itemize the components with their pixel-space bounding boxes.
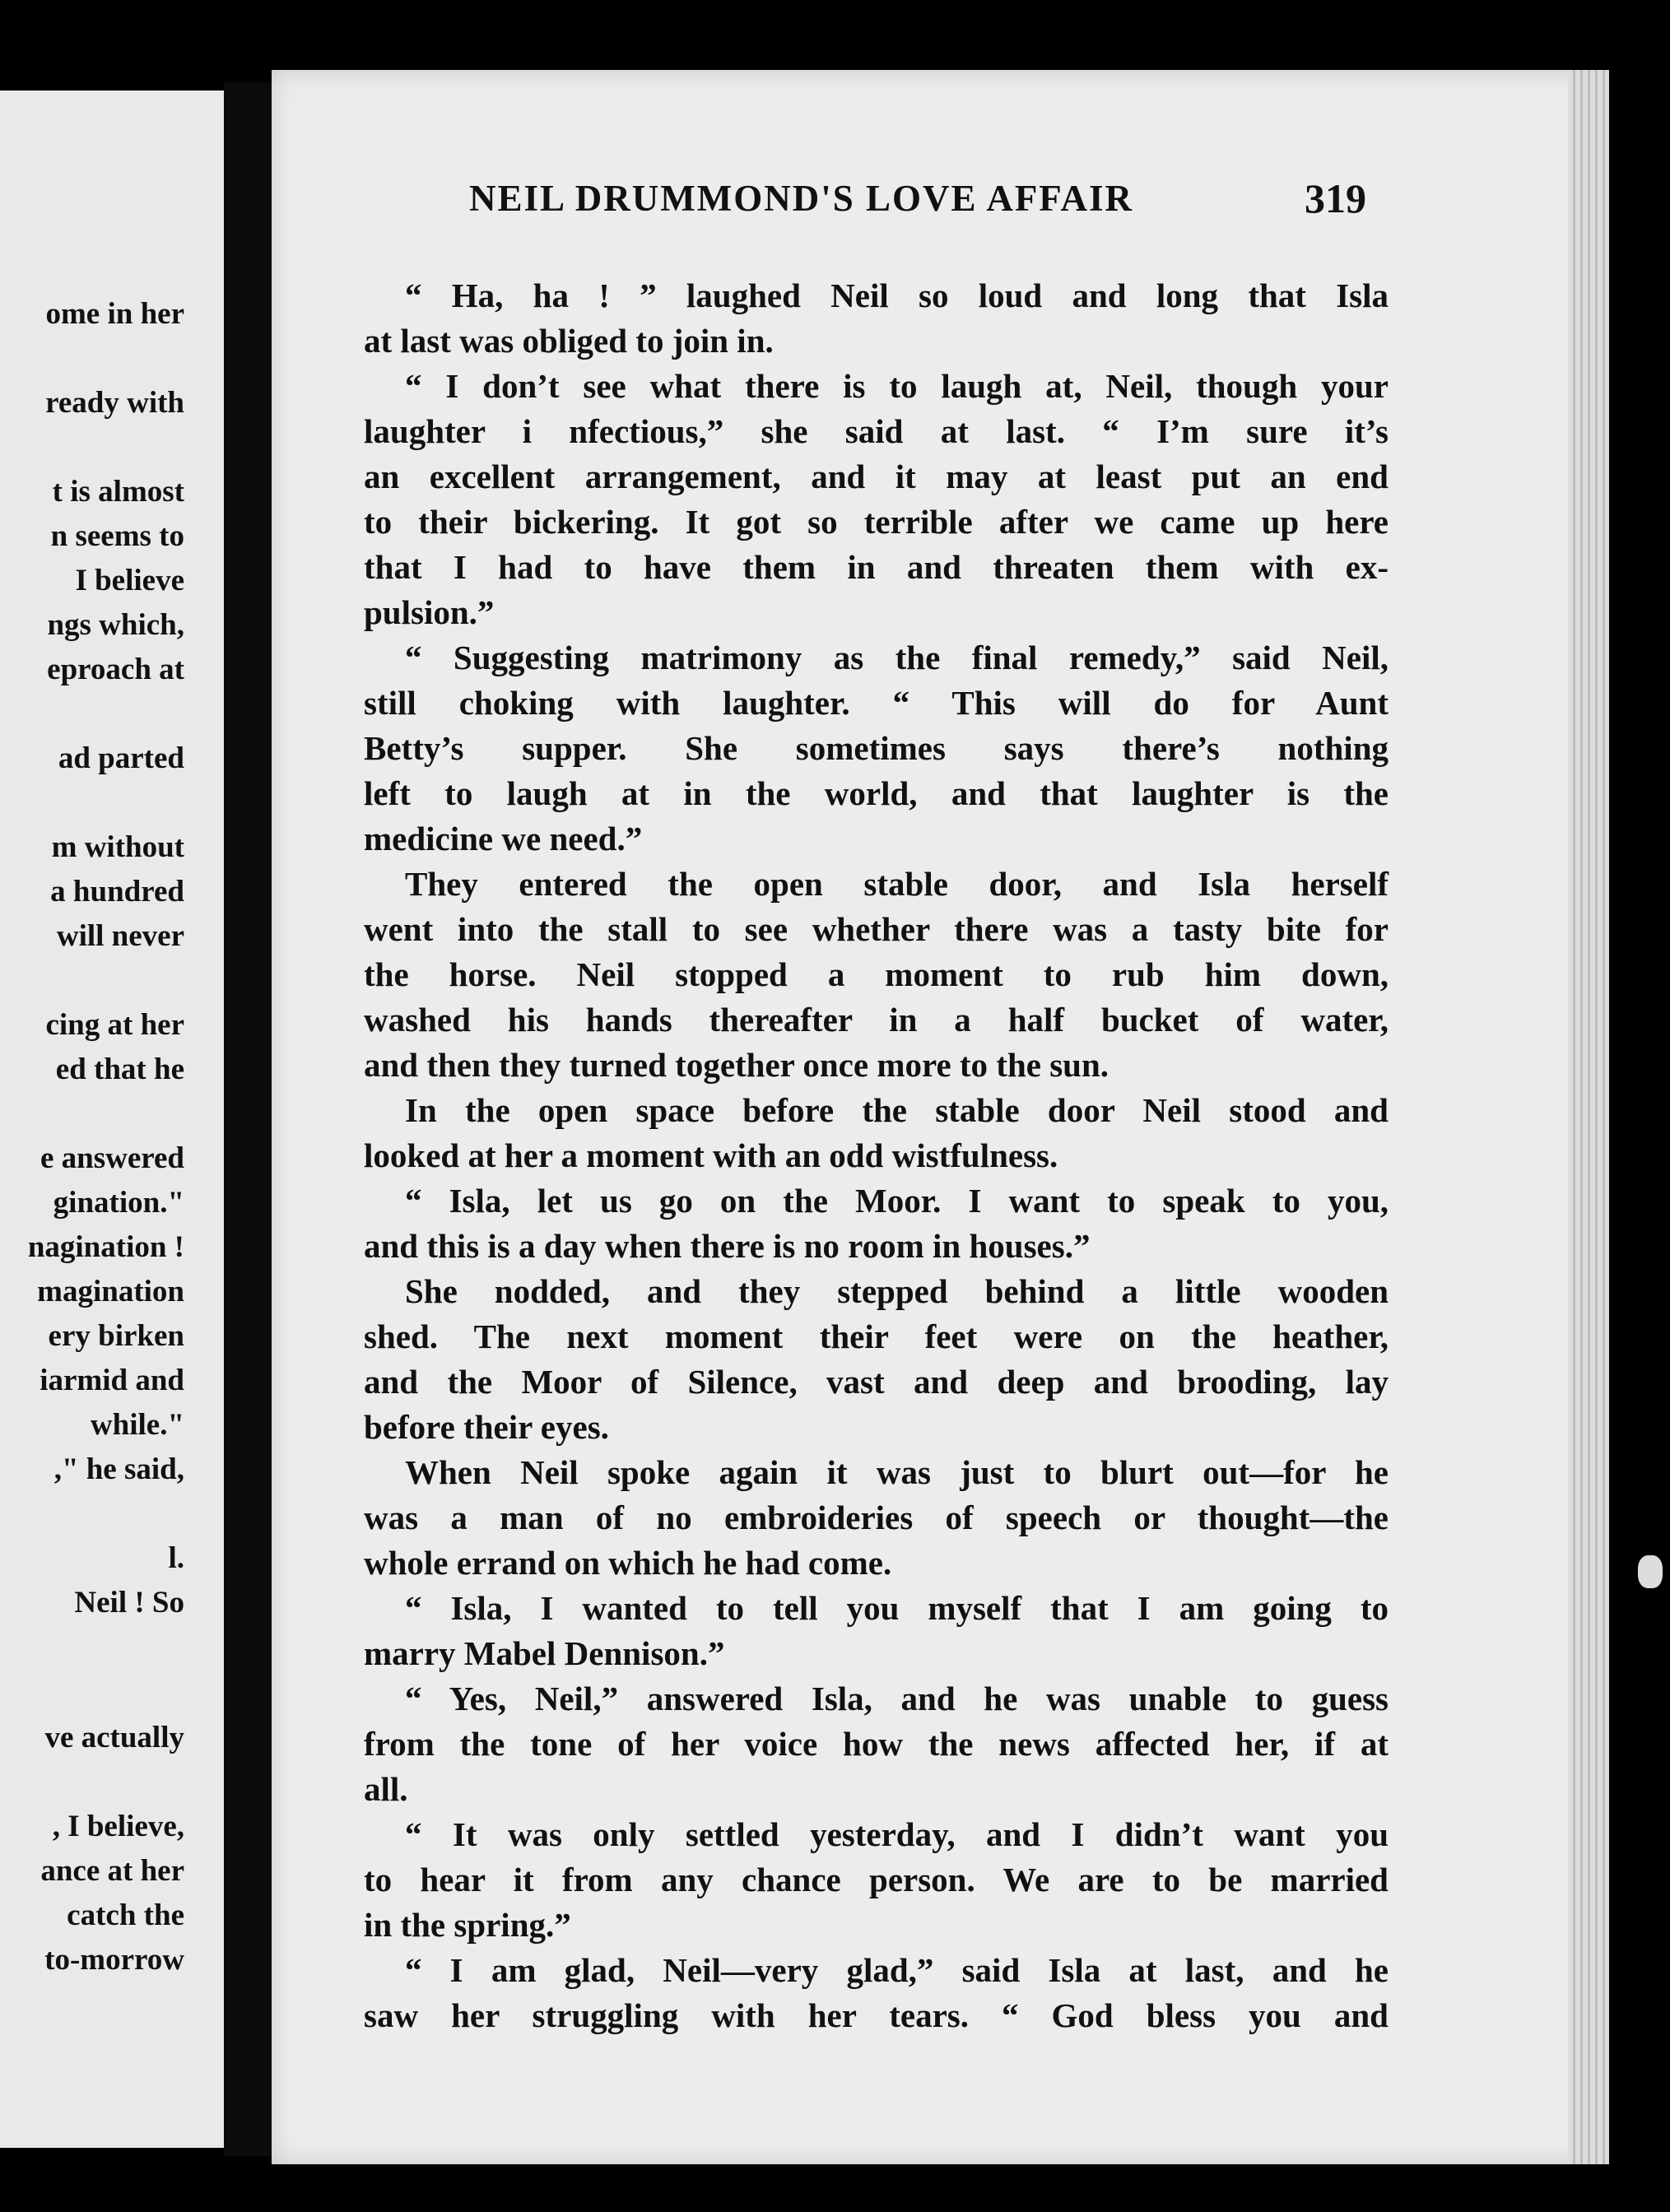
left-page-fragment: ," he said,: [53, 1452, 184, 1486]
text-line: pulsion.”: [364, 593, 495, 631]
left-page-fragment: I believe: [75, 564, 184, 597]
left-page-fragment: e answered: [40, 1141, 184, 1175]
text-line: looked at her a moment with an odd wistfulness.: [364, 1136, 1058, 1174]
text-line: “ Isla, I wanted to tell you myself that I am going to: [405, 1589, 1389, 1627]
left-page-fragment: ome in her: [45, 297, 184, 331]
text-line: laughter i nfectious,” she said at last. “ I’m sure it’s: [364, 412, 1389, 450]
left-page-fragment: , I believe,: [52, 1810, 184, 1843]
running-head: NEIL DRUMMOND'S LOVE AFFAIR: [469, 178, 1133, 219]
text-line: They entered the open stable door, and Isla herself: [405, 865, 1389, 903]
left-page-fragment: nagination !: [27, 1230, 184, 1264]
left-page-fragment: while.": [90, 1408, 184, 1442]
left-page-fragment: iarmid and: [40, 1364, 184, 1397]
edge-blemish: [1638, 1555, 1663, 1588]
left-page-fragment: ngs which,: [47, 608, 184, 642]
left-page-fragment: ery birken: [48, 1319, 184, 1353]
left-page-fragment: eproach at: [47, 653, 184, 686]
text-line: all.: [364, 1770, 408, 1808]
text-line: In the open space before the stable door Neil stood and: [405, 1091, 1389, 1129]
text-line: “ It was only settled yesterday, and I didn’t want you: [405, 1815, 1389, 1853]
text-line: and then they turned together once more to the sun.: [364, 1046, 1109, 1084]
left-page-fragment: l.: [168, 1541, 184, 1575]
text-line: left to laugh at in the world, and that laughter is the: [364, 774, 1389, 812]
left-page-fragment: cing at her: [45, 1008, 184, 1042]
left-page-fragment: ready with: [45, 386, 184, 420]
text-line: “ Suggesting matrimony as the final remedy,” said Neil,: [405, 639, 1389, 676]
text-line: “ I don’t see what there is to laugh at, Neil, though your: [405, 367, 1389, 405]
text-line: and this is a day when there is no room in houses.”: [364, 1227, 1091, 1265]
left-page-fragment: m without: [51, 830, 184, 864]
text-line: shed. The next moment their feet were on the heather,: [364, 1317, 1389, 1355]
text-line: “ I am glad, Neil—very glad,” said Isla at last, and he: [405, 1951, 1389, 1989]
text-line: an excellent arrangement, and it may at least put an end: [364, 458, 1389, 495]
left-page-fragment: ad parted: [58, 741, 184, 775]
text-line: was a man of no embroideries of speech or thought—the: [364, 1499, 1389, 1536]
text-line: that I had to have them in and threaten them with ex-: [364, 548, 1389, 586]
page-number: 319: [1305, 175, 1366, 221]
text-line: went into the stall to see whether there was a tasty bite for: [364, 910, 1389, 948]
text-line: to hear it from any chance person. We are to be married: [364, 1861, 1389, 1898]
text-line: marry Mabel Dennison.”: [364, 1634, 725, 1672]
left-page-fragment: ance at her: [40, 1854, 184, 1888]
left-page-fragment: catch the: [67, 1898, 184, 1932]
text-line: whole errand on which he had come.: [364, 1544, 892, 1582]
text-line: and the Moor of Silence, vast and deep and brooding, lay: [364, 1363, 1389, 1401]
left-page-fragment: t is almost: [52, 475, 184, 509]
left-page-fragment: n seems to: [50, 519, 184, 553]
left-page-fragment: gination.": [53, 1186, 184, 1220]
left-page-fragment: a hundred: [50, 875, 184, 908]
text-line: at last was obliged to join in.: [364, 322, 774, 360]
text-line: Betty’s supper. She sometimes says there’s nothing: [364, 729, 1389, 767]
text-line: “ Ha, ha ! ” laughed Neil so loud and long that Isla: [405, 276, 1389, 314]
left-page-fragment: ve actually: [44, 1721, 184, 1754]
page-edge: [1568, 70, 1609, 2164]
book-gutter: [224, 82, 272, 2156]
text-line: “ Isla, let us go on the Moor. I want to speak to you,: [405, 1182, 1389, 1220]
text-line: still choking with laughter. “ This will do for Aunt: [364, 684, 1389, 722]
text-line: the horse. Neil stopped a moment to rub him down,: [364, 955, 1389, 993]
left-page-fragment: to-morrow: [44, 1943, 184, 1977]
left-page-fragment: will never: [56, 919, 184, 953]
text-line: saw her struggling with her tears. “ God bless you and: [364, 1996, 1389, 2034]
text-line: washed his hands thereafter in a half bucket of water,: [364, 1001, 1389, 1039]
text-line: She nodded, and they stepped behind a little wooden: [405, 1272, 1389, 1310]
text-line: before their eyes.: [364, 1408, 609, 1446]
text-line: When Neil spoke again it was just to blurt out—for he: [405, 1453, 1389, 1491]
left-page-fragment: ed that he: [55, 1053, 184, 1086]
text-line: in the spring.”: [364, 1906, 571, 1944]
text-line: medicine we need.”: [364, 820, 643, 857]
text-line: from the tone of her voice how the news affected her, if at: [364, 1725, 1389, 1763]
left-page: [0, 91, 224, 2148]
left-page-fragment: magination: [37, 1275, 184, 1308]
left-page-fragment: Neil ! So: [74, 1586, 184, 1620]
text-line: to their bickering. It got so terrible after we came up here: [364, 503, 1389, 541]
text-line: “ Yes, Neil,” answered Isla, and he was unable to guess: [405, 1680, 1389, 1717]
